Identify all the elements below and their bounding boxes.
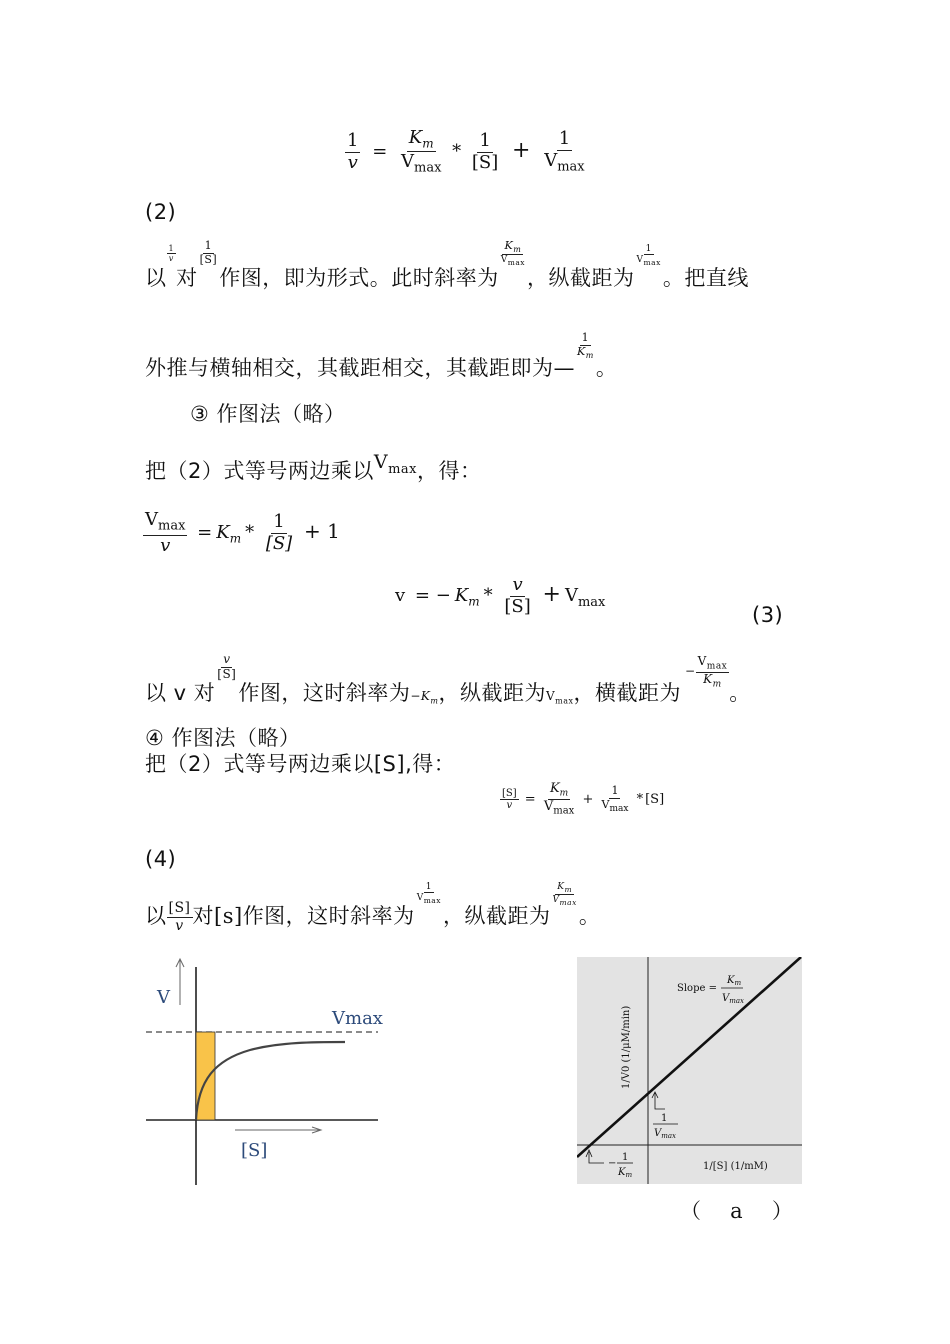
- method-3-heading: ③ 作图法（略）: [190, 402, 346, 426]
- equation-vmax-over-v: $\frac{V_{max}}{v}$ = $K_m$ * $\frac{1}{[S]}$ + 1: [145, 509, 340, 556]
- svg-text:−: −: [608, 1158, 617, 1169]
- equation-eadie-hofstee: v = − $K_m$ * $\frac{v}{[S]}$ + $V_{max}$: [395, 574, 606, 617]
- paragraph-extrapolate: 外推与横轴相交，其截距相交，其截距即为— $\frac{1}{K_m}$ 。: [145, 331, 618, 380]
- method-4-heading: ④ 作图法（略）: [145, 726, 301, 750]
- svg-text:Vmax: $V_{max}$: [722, 993, 744, 1005]
- x-axis-label: 1/[S] (1/mM): [703, 1161, 768, 1172]
- lineweaver-burk-figure: [577, 957, 802, 1184]
- paragraph-eadie-plot: 以 v 对 $\frac{v}{[S]}$ 作图，这时斜率为$-K_m$，纵截距为$V_{max}$，横截距为− $\frac{V_{max}}{K_m}$ 。: [145, 652, 751, 706]
- svg-text:Vmax: $V_{max}$: [654, 1128, 676, 1140]
- svg-text:Km: $K_m$: [727, 975, 742, 987]
- svg-text:Slope =: Slope =: [677, 983, 717, 994]
- y-axis-label: [621, 1006, 632, 1089]
- vmax-label: Vmax: [332, 1008, 383, 1029]
- svg-text:1/V0 (1/μM/min): 1/V0 (1/μM/min): [621, 1005, 632, 1089]
- equation-number-3: (3): [752, 603, 784, 627]
- svg-text:1: 1: [661, 1113, 668, 1124]
- x-axis-label: [S]: [241, 1140, 268, 1161]
- svg-text:1: 1: [622, 1152, 629, 1163]
- equation-number-4: (4): [145, 847, 177, 871]
- paragraph-multiply-vmax: 把（2）式等号两边乘以$V_{max}$，得：: [145, 451, 482, 483]
- shaded-bar: [196, 1032, 215, 1120]
- equation-hanes-woolf: $\frac{[S]}{v}$ = $\frac{K_m}{V_{max}}$ + $\frac{1}{V_{max}}$ * [S]: [502, 781, 665, 817]
- y-axis-label: V: [157, 987, 170, 1008]
- paragraph-multiply-s: 把（2）式等号两边乘以[S],得：: [145, 752, 456, 776]
- paragraph-hanes-plot: 以 $\frac{[S]}{v}$ 对[s]作图，这时斜率为 $\frac{1}{V_{max}}$ ，纵截距为 $\frac{K_m}{V_{max}}$ 。: [145, 882, 601, 934]
- equation-number-2: (2): [145, 200, 177, 224]
- saturation-curve: [196, 1042, 345, 1120]
- paragraph-plot-description: 以 $\frac{1}{v}$ 对 $\frac{1}{[S]}$ 作图，即为形式。此时斜率为 $\frac{K_m}{V_{max}}$ ，纵截距为 $\frac{1}{V_{max}}$ 。把直线: [145, 239, 749, 290]
- equation-lineweaver-burk: $\frac{1}{v}$ = $\frac{K_m}{V_{max}}$ * $\frac{1}{[S]}$ + $\frac{1}{V_{max}}$: [347, 127, 585, 176]
- michaelis-menten-figure: [140, 950, 390, 1195]
- figure-caption: （ a ）: [680, 1199, 794, 1223]
- svg-text:Km: $K_m$: [618, 1167, 633, 1179]
